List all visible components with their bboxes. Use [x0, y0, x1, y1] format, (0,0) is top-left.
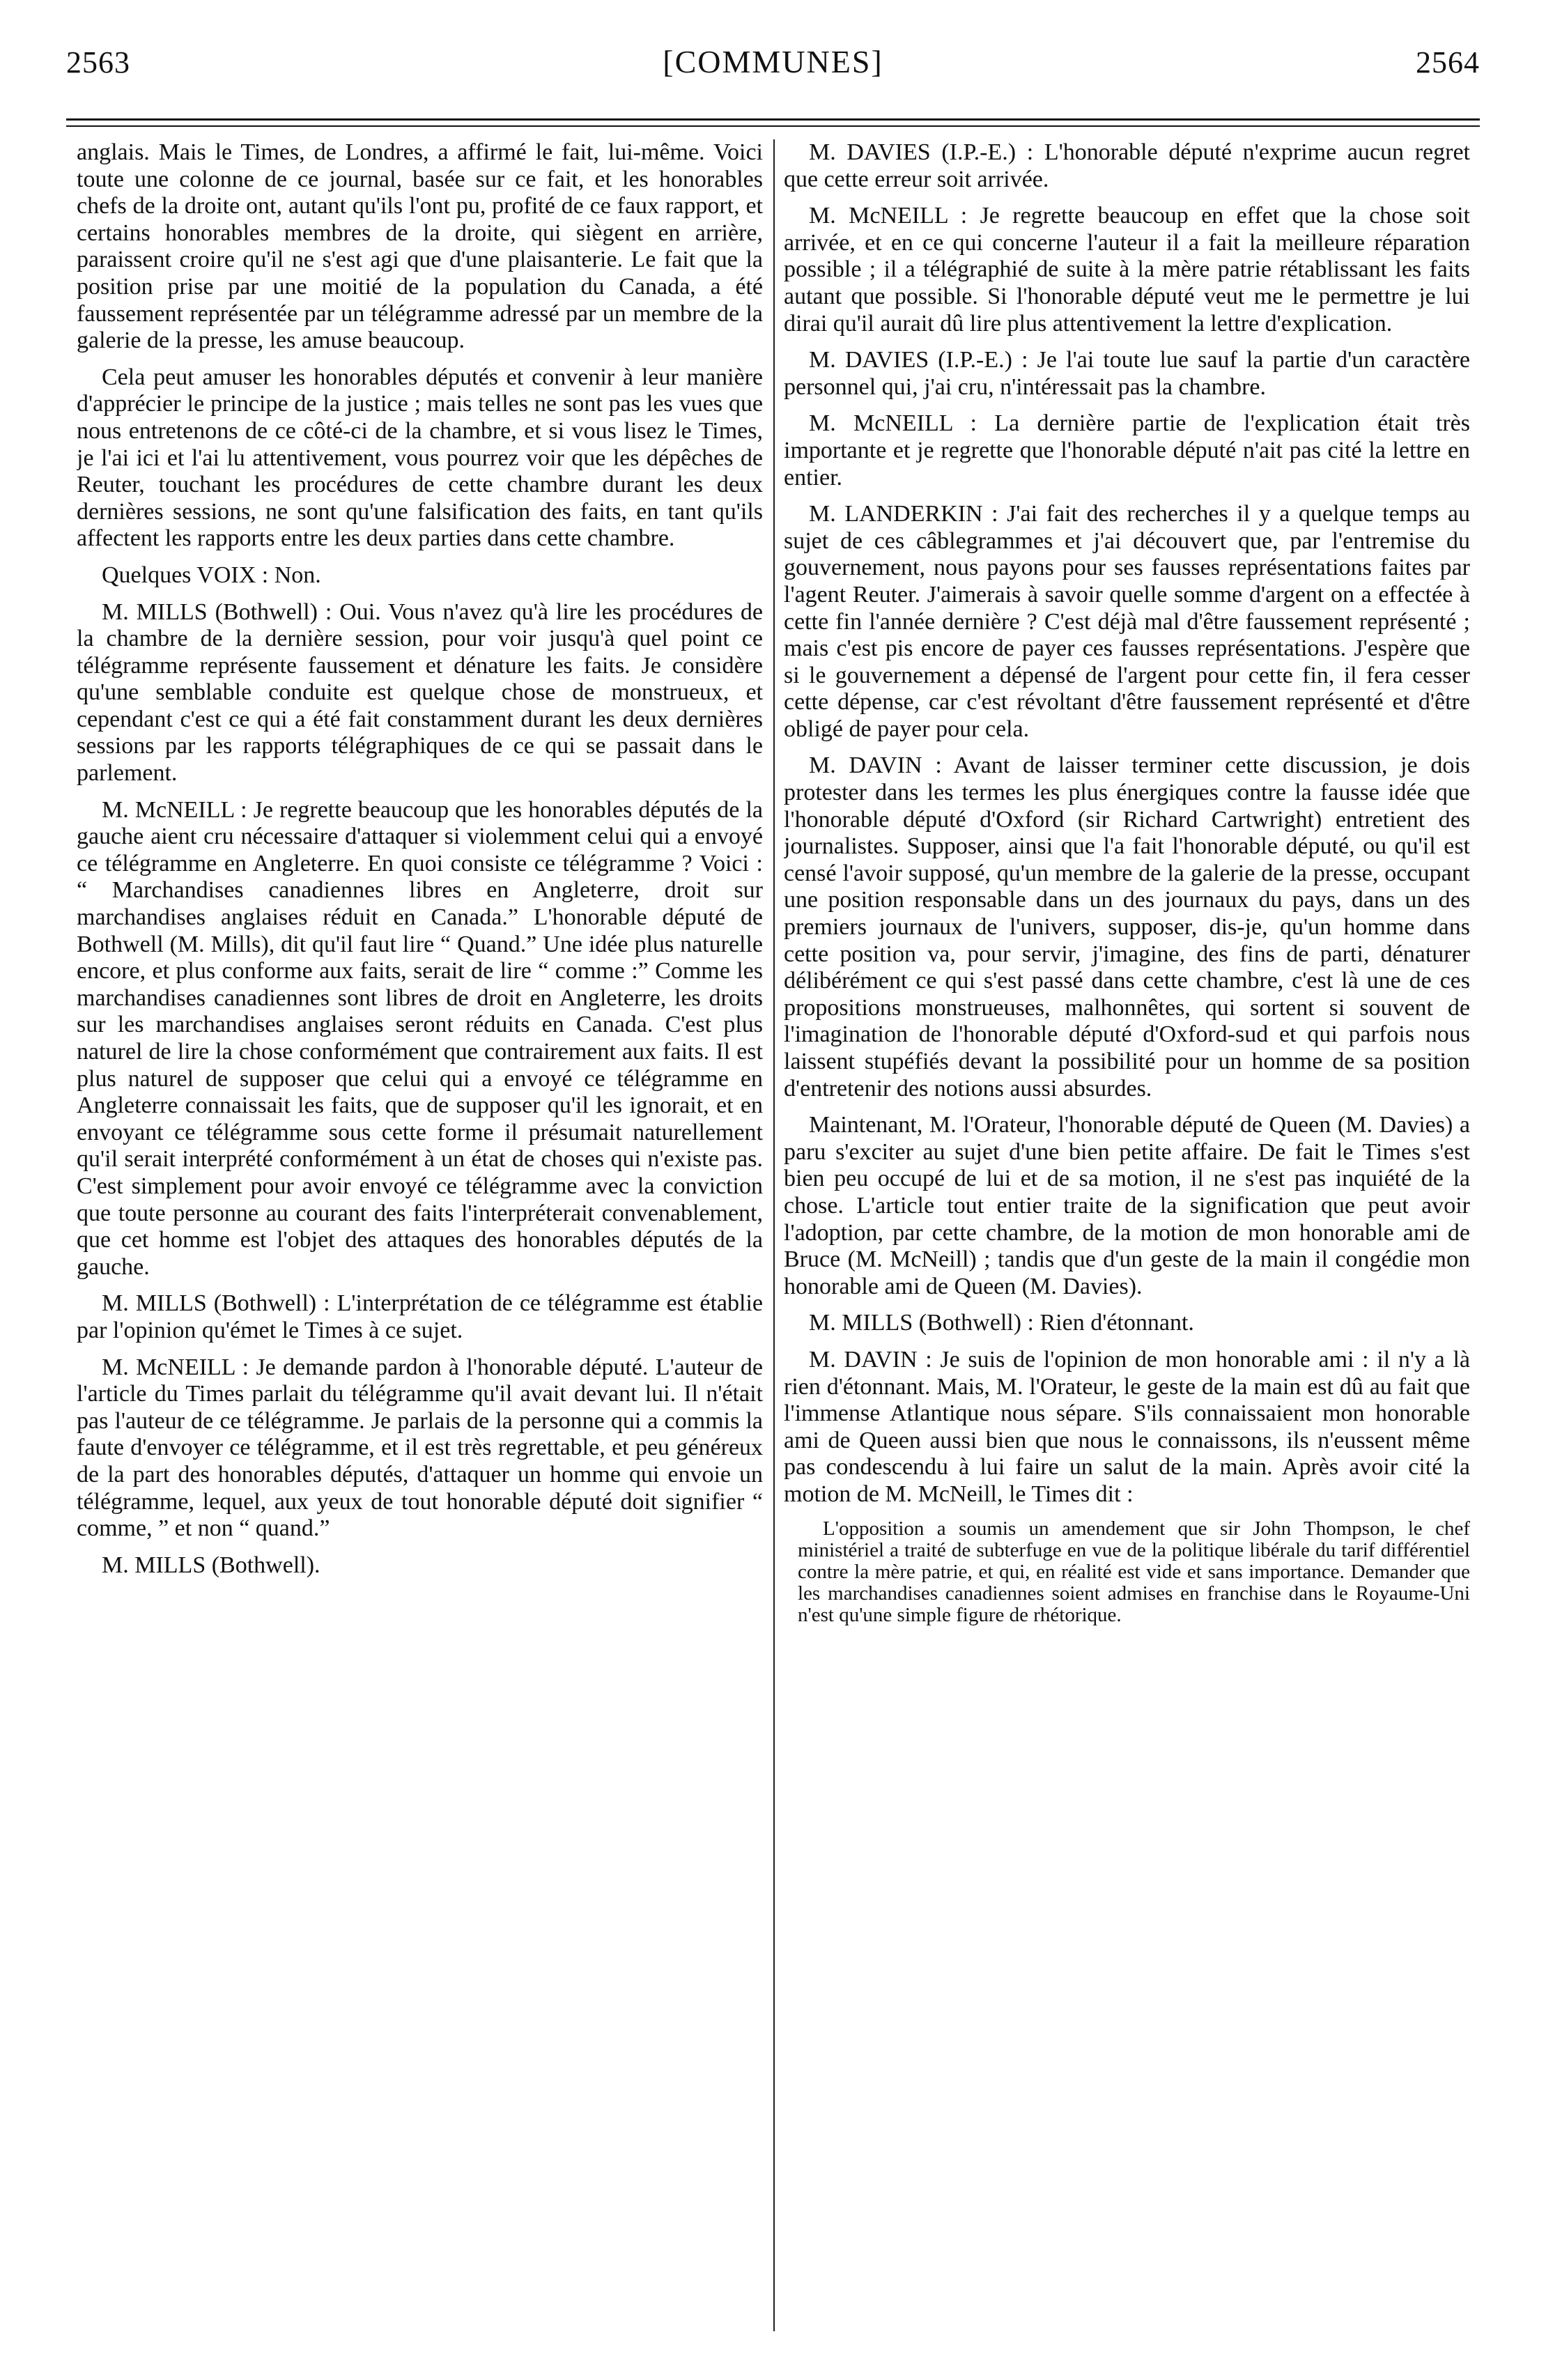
- block-quote: L'opposition a soumis un amendement que sir John Thompson, le chef ministériel a traité de subterfuge en vue de la politique libérale du tarif différentiel contre la mère patrie, et qui, en réalité est vide et sans importance. Demander que les marchandises canadiennes soient admises en franchise dans le Royaume-Uni n'est qu'une simple figure de rhétorique.: [798, 1517, 1470, 1626]
- header-rule-thin: [66, 125, 1480, 127]
- column-divider: [773, 139, 775, 2331]
- right-column: [784, 139, 1470, 2338]
- left-page-number: 2563: [66, 45, 130, 79]
- paragraph: M. MILLS (Bothwell).: [102, 1552, 320, 1578]
- paragraph: M. McNEILL : La dernière partie de l'explication était très importante et je regrette que l'honorable député n'ait pas cité la lettre en entier.: [784, 410, 1470, 490]
- paragraph: M. McNEILL : Je regrette beaucoup en effet que la chose soit arrivée, et en ce qui concerne l'auteur il a fait la meilleure réparation possible ; il a télégraphié de suite à la mère patrie rétablissant les faits autant que possible. Si l'honorable député veut me le permettre je lui dirai qu'il aurait dû lire plus attentivement la lettre d'explication.: [784, 203, 1470, 337]
- paragraph: M. DAVIN : Avant de laisser terminer cette discussion, je dois protester dans les termes les plus énergiques contre la fausse idée que l'honorable député d'Oxford (sir Richard Cartwright) entretient des journalistes. Supposer, ainsi que l'a fait l'honorable député, ou qu'il est censé l'avoir supposé, qu'un membre de la galerie de la presse, occupant une position responsable dans un des journaux du pays, dans un des premiers journaux de l'univers, supposer, dis-je, qu'un homme dans cette position va, pour servir, j'imagine, des fins de parti, dénaturer délibérément ce qui s'est passé dans cette chambre, c'est là une de ces propositions monstrueuses, malhonnêtes, qui sortent si souvent de l'imagination de l'honorable député d'Oxford-sud et qui parfois nous laissent stupéfiés devant la possibilité pour un homme de sa position d'entretenir des notions aussi absurdes.: [784, 752, 1470, 1102]
- section-title: [COMMUNES]: [663, 44, 883, 79]
- page-header: [66, 43, 1480, 92]
- paragraph: Quelques VOIX : Non.: [102, 562, 321, 588]
- paragraph: Maintenant, M. l'Orateur, l'honorable député de Queen (M. Davies) a paru s'exciter au sujet d'une bien petite affaire. De fait le Times s'est bien peu occupé de lui et de sa motion, il ne s'est pas inquiété de la chose. L'article tout entier traite de la signification que peut avoir l'adoption, par cette chambre, de la motion de mon honorable ami de Bruce (M. McNeill) ; tandis que d'un geste de la main il congédie mon honorable ami de Queen (M. Davies).: [784, 1112, 1470, 1299]
- paragraph: M. McNEILL : Je demande pardon à l'honorable député. L'auteur de l'article du Times parlait du télégramme qu'il avait devant lui. Il n'était pas l'auteur de ce télégramme. Je parlais de la personne qui a commis la faute d'envoyer ce télégramme, et il est très regrettable, et peu généreux de la part des honorables députés, d'attaquer un homme qui envoie un télégramme, lequel, aux yeux de tout honorable député doit signifier “ comme, ” et non “ quand.”: [77, 1354, 763, 1542]
- paragraph: M. MILLS (Bothwell) : L'interprétation de ce télégramme est établie par l'opinion qu'émet le Times à ce sujet.: [77, 1290, 763, 1343]
- paragraph: Cela peut amuser les honorables députés et convenir à leur manière d'apprécier le principe de la justice ; mais telles ne sont pas les vues que nous entretenons de ce côté-ci de la chambre, et si vous lisez le Times, je l'ai ici et l'ai lu attentivement, vous pourrez voir que les dépêches de Reuter, touchant les procédures de cette chambre durant les deux dernières sessions, ne sont qu'une falsification des faits, en tant qu'ils affectent les rapports entre les deux parties dans cette chambre.: [77, 364, 763, 552]
- paragraph: M. MILLS (Bothwell) : Oui. Vous n'avez qu'à lire les procédures de la chambre de la dernière session, pour voir jusqu'à quel point ce télégramme représente faussement et dénature les faits. Je considère qu'une semblable conduite est quelque chose de monstrueux, et cependant c'est ce qui a été fait constamment durant les deux dernières sessions par les rapports télégraphiques de ce qui se passait dans le parlement.: [77, 598, 763, 787]
- paragraph: M. DAVIN : Je suis de l'opinion de mon honorable ami : il n'y a là rien d'étonnant. Mais, M. l'Orateur, le geste de la main est dû au fait que l'immense Atlantique nous sépare. S'ils connaissaient mon honorable ami de Queen aussi bien que nous le connaissons, ils n'eussent même pas condescendu à lui faire un salut de la main. Après avoir cité la motion de M. McNeill, le Times dit :: [784, 1346, 1470, 1507]
- paragraph: M. LANDERKIN : J'ai fait des recherches il y a quelque temps au sujet de ces câblegrammes et j'ai découvert que, par l'entremise du gouvernement, nous payons pour ses fausses représentations faites par l'agent Reuter. J'aimerais à savoir quelle somme d'argent on a effectée à cette fin l'année dernière ? C'est déjà mal d'être faussement représenté ; mais c'est pis encore de payer ces fausses représentations. J'espère que si le gouvernement a dépensé de l'argent pour cette fin, il fera cesser cette dépense, car c'est révoltant d'être faussement représenté et d'être obligé de payer pour cela.: [784, 501, 1470, 742]
- paragraph: M. DAVIES (I.P.-E.) : Je l'ai toute lue sauf la partie d'un caractère personnel qui, j'ai cru, n'intéressait pas la chambre.: [784, 347, 1470, 400]
- paragraph: M. MILLS (Bothwell) : Rien d'étonnant.: [809, 1310, 1194, 1336]
- right-page-number: 2564: [1416, 45, 1480, 79]
- paragraph: M. DAVIES (I.P.-E.) : L'honorable député n'exprime aucun regret que cette erreur soit arrivée.: [784, 139, 1470, 192]
- header-rule: [66, 118, 1480, 121]
- paragraph: anglais. Mais le Times, de Londres, a affirmé le fait, lui-même. Voici toute une colonne de ce journal, basée sur ce fait, et les honorables chefs de la droite ont, autant qu'ils l'ont pu, profité de ce faux rapport, et certains honorables membres de la droite, qui siègent en arrière, paraissent croire qu'il ne s'est agi que d'une plaisanterie. Le fait que la position prise par une moitié de la population du Canada, a été faussement représentée par un télégramme adressé par un membre de la galerie de la presse, les amuse beaucoup.: [77, 139, 763, 354]
- paragraph: M. McNEILL : Je regrette beaucoup que les honorables députés de la gauche aient cru nécessaire d'attaquer si violemment celui qui a envoyé ce télégramme en Angleterre. En quoi consiste ce télégramme ? Voici : “ Marchandises canadiennes libres en Angleterre, droit sur marchandises anglaises réduit en Canada.” L'honorable député de Bothwell (M. Mills), dit qu'il faut lire “ Quand.” Une idée plus naturelle encore, et plus conforme aux faits, serait de lire “ comme :” Comme les marchandises canadiennes sont libres de droit en Angleterre, les droits sur les marchandises anglaises seront réduits en Canada. C'est plus naturel de lire la chose conformément que contrairement aux faits. Il est plus naturel de supposer que celui qui a envoyé ce télégramme en Angleterre connaissait les faits, que de supposer qu'il les ignorait, et en envoyant ce télégramme sous cette forme il présumait naturellement qu'il serait interprété conformément à un état de choses qui n'existe pas. C'est simplement pour avoir envoyé ce télégramme avec la conviction que toute personne au courant des faits l'interpréterait convenablement, que cet homme est l'objet des attaques des honorables députés de la gauche.: [77, 796, 763, 1280]
- left-column: [77, 139, 763, 2338]
